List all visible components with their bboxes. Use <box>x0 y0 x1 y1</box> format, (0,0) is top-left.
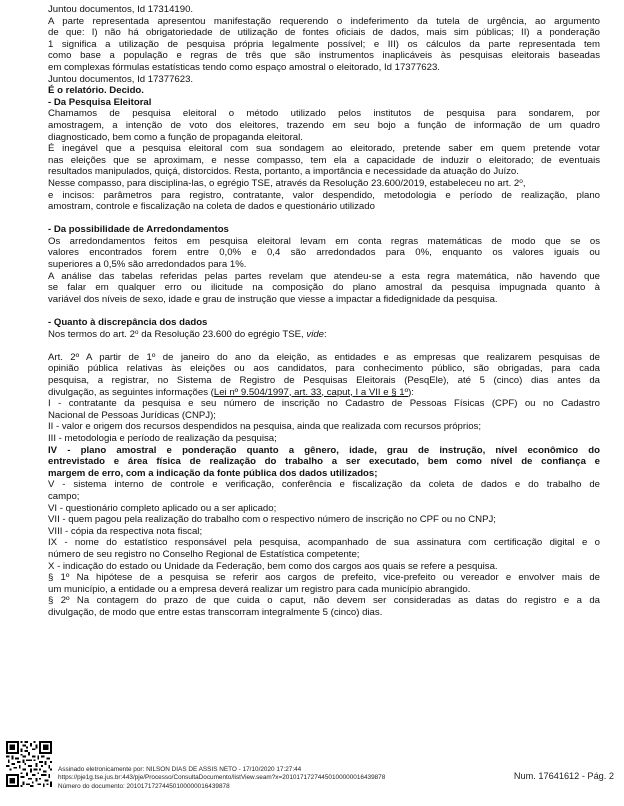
paragraph-arredondamentos-line: superiores a 0,5% são arredondados para 1%. <box>48 259 247 271</box>
paragraph-pesquisa-line: nas eleições que se aproximam, e nesse compasso, tem ela a capacidade de induzir o eleitorado; de eventuais <box>48 154 600 166</box>
termos-colon: : <box>324 328 327 340</box>
paragraph-arredondamentos-line: Os arredondamentos feitos em pesquisa eleitoral levam em conta regras matemáticas de modo que se os <box>48 235 600 247</box>
qr-code-icon <box>6 741 52 787</box>
document-url[interactable]: https://pje1g.tse.jus.br:443/pje/Processo/ConsultaDocumento/listView.seam?x=20101717274450100000016439878 <box>58 774 386 782</box>
signature-block <box>58 766 385 791</box>
inciso-i-line: Nacional de Pessoas Jurídicas (CNPJ); <box>48 409 216 421</box>
inciso-ii: II - valor e origem dos recursos despendidos na pesquisa, ainda que realizada com recursos próprios; <box>48 421 482 433</box>
document-number: Número do documento: 20101717274450100000016439878 <box>58 782 230 790</box>
termos-text-2: da Resolução 23.600 do egrégio TSE, <box>138 328 307 340</box>
inciso-vi: VI - questionário completo aplicado ou a ser aplicado; <box>48 502 277 514</box>
paragraph-arredondamentos-line: valores encontrados forem entre 0,0% e 0,4 são arredondados para 0%, enquanto os valores iguais ou <box>48 247 600 259</box>
inciso-i-line: I - contratante da pesquisa e seu número de inscrição no Cadastro de Pessoas Físicas (CPF) ou no Cadastro <box>48 398 600 410</box>
paragraph-pesquisa-line: resultados manipulados, quiçá, distorcidos. Resta, portanto, a importância e necessidade da atuação do Juízo. <box>48 166 519 178</box>
inciso-iii: III - metodologia e período de realização da pesquisa; <box>48 432 277 444</box>
inciso-iv-line: margem de erro, com a indicação da fonte pública dos dados utilizados; <box>48 467 378 479</box>
article-text-end: ): <box>408 386 414 398</box>
paragraph-manifestacao-line: em complexas fórmulas estatísticas tendo como espaço amostral o eleitorado, Id 17377623. <box>48 61 440 73</box>
document-body <box>48 4 600 618</box>
inciso-v-line: campo; <box>48 490 80 502</box>
section-heading-discrepancia: - Quanto à discrepância dos dados <box>48 317 208 329</box>
paragraph-juntou-2: Juntou documentos, Id 17377623. <box>48 73 194 85</box>
paragraph-manifestacao-line: como base a população e regras de três que são instrumentos inaplicáveis às pesquisas eleitorais baseadas <box>48 50 600 62</box>
inciso-vii: VII - quem pagou pela realização do trabalho com o respectivo número de inscrição no CPF ou no CNPJ; <box>48 514 496 526</box>
signed-by: Assinado eletronicamente por: NILSON DIAS DE ASSIS NETO - 17/10/2020 17:27:44 <box>58 766 302 773</box>
paragraph-juntou-1: Juntou documentos, Id 17314190. <box>48 4 194 15</box>
paragraph-manifestacao-line: de que: I) não há obrigatoriedade de utilização de fontes oficiais de dados, mais sim públicas; II) a ponderação <box>48 27 600 39</box>
paragrafo-2-line: § 2º Na contagem do prazo de que cuida o caput, não devem ser consideradas as datas do registro e a da <box>48 595 600 607</box>
law-reference-link[interactable]: Lei nº 9.504/1997, art. 33, caput, I a VII e § 1º <box>213 386 409 398</box>
paragraph-analise-line: A análise das tabelas referidas pelas partes revelam que atendeu-se a esta regra matemática, não havendo que <box>48 270 600 282</box>
paragrafo-2-line: divulgação, de modo que entre estas transcorram integralmente 5 (cinco) dias. <box>48 606 383 618</box>
spacer <box>48 340 600 352</box>
article-line: pesquisa, a registrar, no Sistema de Registro de Pesquisas Eleitorais (PesqEle), até 5 (cinco) dias antes da <box>48 375 600 386</box>
article-text: divulgação, as seguintes informações ( <box>48 386 214 398</box>
paragraph-pesquisa-line: É inegável que a pesquisa eleitoral com sua sondagem ao eleitorado, pretende saber em quem pretende votar <box>48 143 600 155</box>
paragraph-manifestacao-line: A parte representada apresentou manifestação requerendo o indeferimento da tutela de urgência, ao argumento <box>48 15 600 27</box>
inciso-ix-line: número de seu registro no Conselho Regional de Estatística competente; <box>48 548 360 560</box>
paragraph-pesquisa-line: Chamamos de pesquisa eleitoral o método utilizado pelos institutos de pesquisa para sondarem, por <box>48 108 600 120</box>
termos-ordinal: o <box>134 328 139 336</box>
paragraph-pesquisa-line: amostragem, a intenção de voto dos eleitores, trazendo em seu bojo a função de informação de um quadro <box>48 119 600 131</box>
page-number: Num. 17641612 - Pág. 2 <box>513 771 614 781</box>
tse-comma: , <box>522 177 526 189</box>
paragraph-analise-line: variável dos níveis de sexo, idade e grau de instrução que viesse a impactar a fidedignidade da pesquisa. <box>48 293 498 305</box>
article-line <box>48 387 600 399</box>
spacer <box>48 213 600 225</box>
paragraph-analise-line: se falar em qualquer erro ou ilicitude na composição do plano amostral da pesquisa impugnada quanto à <box>48 282 600 294</box>
inciso-iv-line: entrevistado e área física de realização do trabalho a ser executado, bem como nível de confiança e <box>48 456 600 468</box>
paragraph-pesquisa-line: diagnosticado, bem como a função de propaganda eleitoral. <box>48 131 303 143</box>
inciso-v-line: V - sistema interno de controle e verificação, conferência e fiscalização da coleta de dados e do trabalho de <box>48 479 600 491</box>
paragraph-tse-line <box>48 178 600 190</box>
spacer <box>48 305 600 317</box>
paragraph-tse-line: amostram, controle e fiscalização na coleta de dados e questionário utilizado <box>48 201 375 213</box>
section-heading-arredondamentos: - Da possibilidade de Arredondamentos <box>48 224 229 236</box>
section-heading-pesquisa: - Da Pesquisa Eleitoral <box>48 96 152 108</box>
tse-text: Nesse compasso, para disciplina-las, o egrégio TSE, através da Resolução 23.600/2019, estabeleceu no art. 2 <box>48 177 520 189</box>
termos-vide: vide <box>306 328 324 340</box>
inciso-x: X - indicação do estado ou Unidade da Federação, bem como dos cargos aos quais se refere a pesquisa. <box>48 560 498 572</box>
paragraph-tse-line: e incisos: parâmetros para registro, contratante, valor despendido, metodologia e período de realização, plano <box>48 189 600 201</box>
relatorio-heading: É o relatório. Decido. <box>48 85 144 97</box>
document-footer <box>0 735 624 806</box>
paragrafo-1-line: § 1º Na hipótese de a pesquisa se referir aos cargos de prefeito, vice-prefeito ou vereador e envolver mais de <box>48 572 600 584</box>
paragraph-manifestacao-line: 1 significa a utilização de pesquisa própria legalmente possível; e III) os cálculos da parte representada tem <box>48 38 600 50</box>
article-line: opinião pública relativas às eleições ou aos candidatos, para conhecimento público, são obrigadas, para cada <box>48 363 600 375</box>
inciso-iv-line: IV - plano amostral e ponderação quanto a gênero, idade, grau de instrução, nível econômico do <box>48 444 600 456</box>
paragraph-termos <box>48 329 600 341</box>
article-line: Art. 2º A partir de 1º de janeiro do ano da eleição, as entidades e as empresas que realizarem pesquisas de <box>48 351 600 363</box>
tse-ordinal: o <box>519 177 523 185</box>
paragrafo-1-line: um município, a entidade ou a empresa deverá realizar um registro para cada município abrangido. <box>48 583 471 595</box>
inciso-viii: VIII - cópia da respectiva nota fiscal; <box>48 525 203 537</box>
termos-text: Nos termos do art. 2 <box>48 328 135 340</box>
inciso-ix-line: IX - nome do estatístico responsável pela pesquisa, acompanhado de sua assinatura com certificação digital e o <box>48 537 600 549</box>
